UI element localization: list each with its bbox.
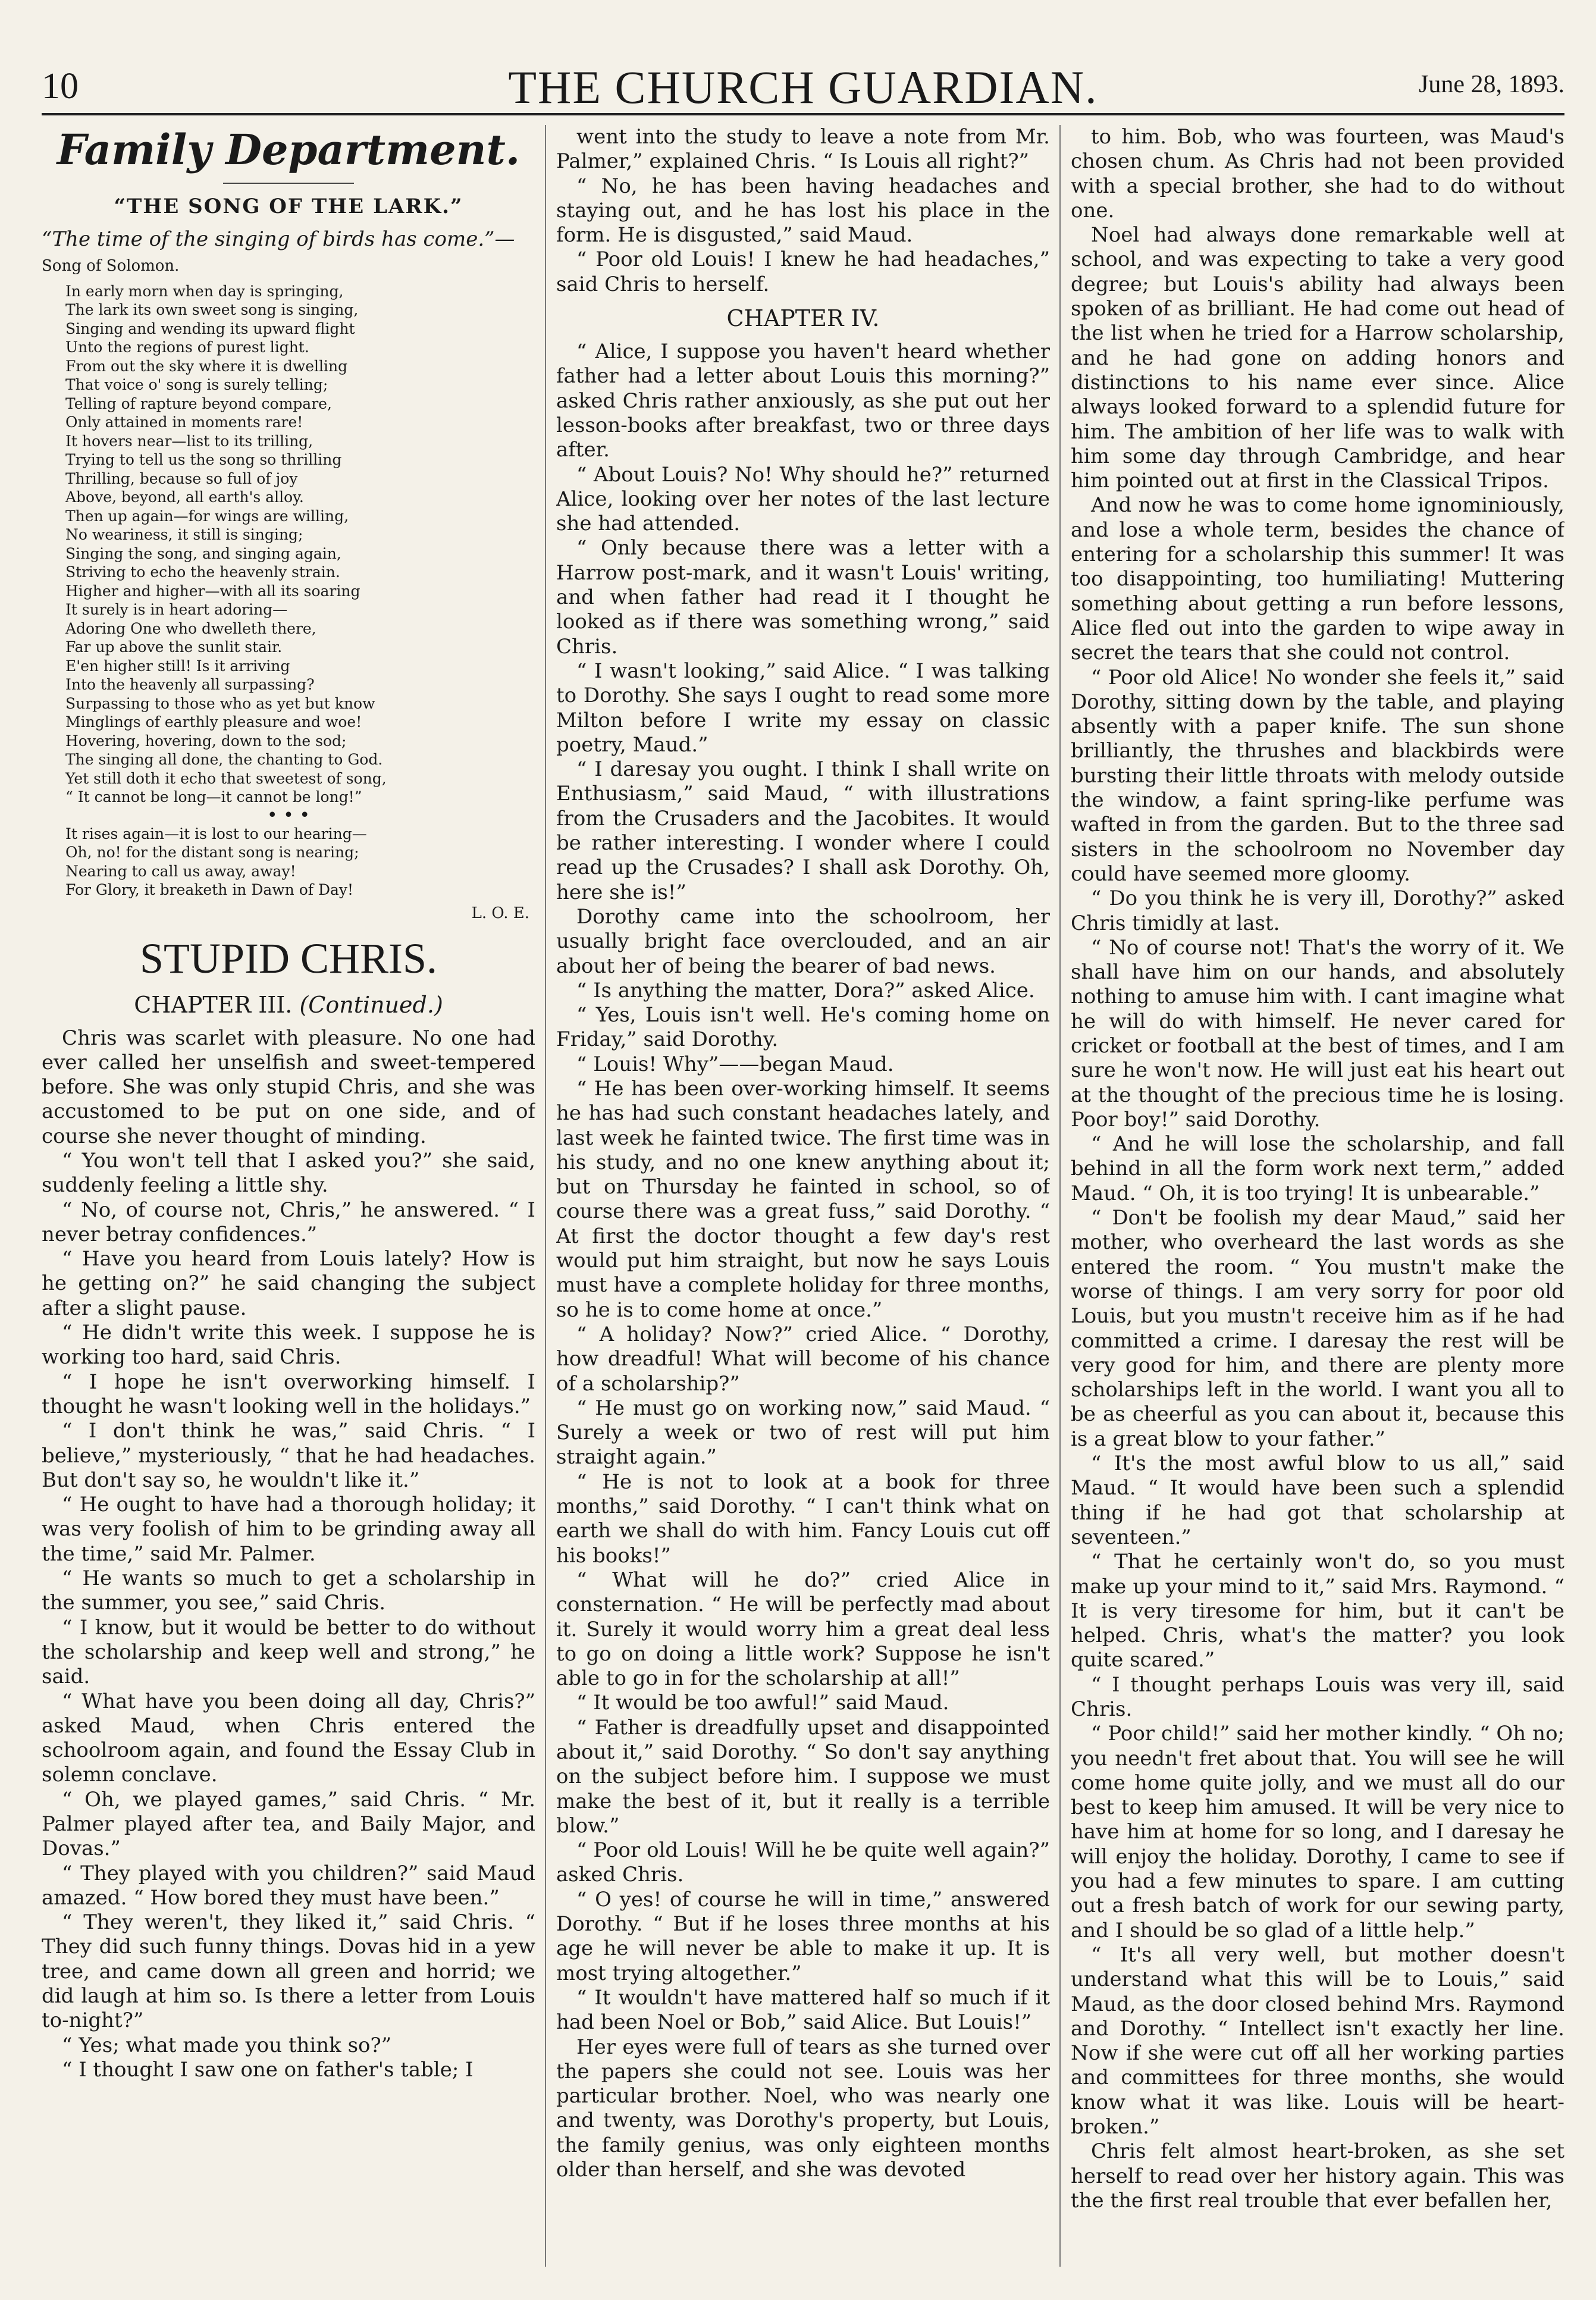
paragraph: “ O yes! of course he will in time,” answered Dorothy. “ But if he loses three months at his age he will never be able to make it up. It is most trying altogether.” [556,1887,1050,1985]
paragraph: “ Poor child!” said her mother kindly. “ Oh no; you needn't fret about that. You will see he will come home quite jolly, and we must all do our best to keep him amused. It will be very nice to have him at home for so long, and I daresay he will enjoy the holiday. Dorothy, I came to see if you had a few minutes to spare. I am cutting out a fresh batch of work for our sewing party, and I should be so glad of a little help.” [1071,1722,1564,1942]
paragraph: “ It's all very well, but mother doesn't understand what this will be to Louis,” said Maud, as the door closed behind Mrs. Raymond and Dorothy. “ Intellect isn't exactly her line. Now if she were cut off all her working parties and committees for three months, she would know what it was like. Louis will be heart-broken.” [1071,1942,1564,2139]
poem-signature: L. O. E. [471,904,529,922]
paragraph: Dorothy came into the schoolroom, her usually bright face overclouded, and an air about her of being the bearer of bad news. [556,904,1050,978]
paragraph: “ Yes; what made you think so?” [62,2033,392,2057]
epigraph-source: Song of Solomon. [42,256,180,275]
paragraph: “ He wants so much to get a scholarship in the summer, you see,” said Chris. [42,1566,535,1615]
poem-title: “THE SONG OF THE LARK.” [114,195,463,218]
poem-line: Only attained in moments rare! [65,413,303,431]
divider [223,183,354,184]
column-3 [1071,125,1564,2267]
paragraph: “ Poor old Louis! Will he be quite well again?” asked Chris. [556,1838,1050,1887]
column-1 [42,125,535,2267]
paragraph: “ I daresay you ought. I think I shall write on Enthusiasm,” said Maud, “ with illustrations from the Crusaders and the Jacobites. It would be rather interesting. I wonder where I could read up the Crusades? I shall ask Dorothy. Oh, here she is!” [556,757,1050,904]
paragraph: “ I know, but it would be better to do without the scholarship and keep well and strong,” he said. [42,1615,535,1689]
paragraph: went into the study to leave a note from Mr. Palmer,” explained Chris. “ Is Louis all right?” [556,125,1050,174]
paragraph: “ He didn't write this week. I suppose he is working too hard, said Chris. [42,1321,535,1370]
poem-line: Hovering, hovering, down to the sod; [65,732,347,750]
paragraph: “ Have you heard from Louis lately? How is he getting on?” he said changing the subject after a slight pause. [42,1247,535,1320]
article-body [556,340,1050,2182]
column-2 [556,125,1050,2267]
poem-line: Into the heavenly all surpassing? [65,676,315,693]
paragraph: “ I thought perhaps Louis was very ill, said Chris. [1071,1672,1564,1721]
story-title: STUPID CHRIS. [139,934,438,982]
poem-line: Adoring One who dwelleth there, [65,619,316,637]
paragraph: “ He must go on working now,” said Maud. “ Surely a week or two of rest will put him straight again.” [556,1396,1050,1469]
poem-line: The singing all done, the chanting to God. [65,751,383,768]
poem-line: Trying to tell us the song so thrilling [65,451,342,468]
paragraph: “ A holiday? Now?” cried Alice. “ Dorothy, how dreadful! What will become of his chance of a scholarship?” [556,1322,1050,1396]
chapter-continued: (Continued.) [299,991,443,1018]
paragraph: “ Alice, I suppose you haven't heard whether father had a letter about Louis this morning?” asked Chris rather anxiously, as she put out her lesson-books after breakfast, two or three days after. [556,340,1050,462]
poem-line: Thrilling, because so full of joy [65,469,298,487]
poem-stanza [42,825,535,900]
paragraph: “ Is anything the matter, Dora?” asked Alice. [576,978,1035,1002]
paragraph: “ Only because there was a letter with a Harrow post-mark, and it wasn't Louis' writing, and when father had read it I thought he looked as if there was something wrong,” said Chris. [556,536,1050,659]
poem-epigraph: “The time of the singing of birds has come.”— [42,227,515,251]
paragraph: “ Do you think he is very ill, Dorothy?” asked Chris timidly at last. [1071,886,1564,935]
masthead [42,24,1564,115]
article-body [1071,125,1564,2213]
paragraph: “ Oh, we played games,” said Chris. “ Mr. Palmer played after tea, and Baily Major, and Dovas.” [42,1787,535,1861]
paragraph: “ What will he do?” cried Alice in consternation. “ He will be perfectly mad about it. Surely it would worry him a great deal less to go on doing a little work? Suppose he isn't able to go in for the scholarship at all!” [556,1568,1050,1691]
poem-line: Striving to echo the heavenly strain. [65,563,340,581]
paragraph: Her eyes were full of tears as she turned over the papers she could not see. Louis was her particular brother. Noel, who was nearly one and twenty, was Dorothy's property, but Louis, the family genius, was only eighteen months older than herself, and she was devoted [556,2035,1050,2182]
poem-line: No weariness, it still is singing; [65,526,303,543]
paragraph: “ Yes, Louis isn't well. He's coming home on Friday,” said Dorothy. [556,1003,1050,1052]
paragraph: “ They played with you children?” said Maud amazed. “ How bored they must have been.” [42,1861,535,1910]
column-divider [545,125,546,2267]
poem-line: Singing the song, and singing again, [65,544,341,562]
paragraph: “ That he certainly won't do, so you must make up your mind to it,” said Mrs. Raymond. “ It is very tiresome for him, but it can't be helped. Chris, what's the matter? you look quite scared.” [1071,1550,1564,1672]
paragraph: “ They weren't, they liked it,” said Chris. “ They did such funny things. Dovas hid in a yew tree, and came down all green and horrid; we did laugh at him so. Is there a letter from Louis to-night?” [42,1910,535,2033]
paragraph: “ Poor old Alice! No wonder she feels it,” said Dorothy, sitting down by the table, and playing absently with a paper knife. The sun shone brilliantly, the thrushes and blackbirds were bursting their little throats with melody outside the window, a faint spring-like perfume was wafted in from the garden. But to the three sad sisters in the schoolroom no November day could have seemed more gloomy. [1071,665,1564,886]
poem-line: Above, beyond, all earth's alloy. [65,488,304,506]
poem-line: Singing and wending its upward flight [65,319,355,337]
paragraph: “ I don't think he was,” said Chris. “ I believe,” mysteriously, “ that he had headaches. But don't say so, he wouldn't like it.” [42,1419,535,1492]
poem-line: Higher and higher—with all its soaring [65,582,360,600]
stanza-break: • • • [266,804,311,826]
paragraph: “ And he will lose the scholarship, and fall behind in all the form work next term,” added Maud. “ Oh, it is too trying! It is unbearable.” [1071,1132,1564,1205]
poem-line: Unto the regions of purest light. [65,339,309,356]
paragraph: “ About Louis? No! Why should he?” returned Alice, looking over her notes of the last lecture she had attended. [556,462,1050,536]
paragraph: “ No of course not! That's the worry of it. We shall have him on our hands, and absolutely nothing to amuse him with. I cant imagine what he will do with himself. He never cared for cricket or football at the best of times, and I am sure he won't now. He will just eat his heart out at the thought of the precious time he is losing. Poor boy!” said Dorothy. [1071,935,1564,1132]
chapter-heading: CHAPTER IV. [726,305,880,332]
paragraph: Noel had always done remarkable well at school, and was expecting to take a very good degree; but Louis's ability had always been spoken of as brilliant. He had come out head of the list when he tried for a Harrow scholarship, and he had gone on adding honors and distinctions to his name ever since. Alice always looked forward to a splendid future for him. The ambition of her life was to walk with him some day through Cambridge, and hear him pointed out at first in the Classical Tripos. [1071,223,1564,493]
paragraph: “ It would be too awful!” said Maud. [576,1691,949,1715]
poem-line: From out the sky where it is dwelling [65,357,348,375]
paragraph: “ I wasn't looking,” said Alice. “ I was talking to Dorothy. She says I ought to read some more Milton before I write my essay on classic poetry, Maud.” [556,659,1050,757]
poem-line: Then up again—for wings are willing, [65,507,349,525]
paragraph: “ I thought I saw one on father's table; I [62,2057,474,2082]
paragraph: “ He has been over-working himself. It seems he has had such constant headaches lately, and last week he fainted twice. The first time was in his study, and no one knew anything about it; but on Thursday he fainted in school, so of course there was a great fuss,” said Dorothy. “ At first the doctor thought a few day's rest would put him straight, but now he says Louis must have a complete holiday for three months, so he is to come home at once.” [556,1076,1050,1322]
page-number: 10 [42,66,79,106]
paragraph: “ It's the most awful blow to us all,” said Maud. “ It would have been such a splendid thing if he had got that scholarship at seventeen.” [1071,1452,1564,1549]
poem-line: Telling of rapture beyond compare, [65,394,332,412]
poem-line: Yet still doth it echo that sweetest of song, [65,769,387,787]
paragraph: “ You won't tell that I asked you?” she said, suddenly feeling a little shy. [42,1148,535,1198]
poem-line: Nearing to call us away, away! [65,862,296,880]
paragraph: “ No, of course not, Chris,” he answered. “ I never betray confidences.” [42,1198,535,1246]
poem-line: E'en higher still! Is it arriving [65,657,290,675]
paragraph: “ Louis! Why”——began Maud. [576,1052,894,1076]
article-body [42,1026,535,2083]
newspaper-title: THE CHURCH GUARDIAN. [508,61,1098,113]
poem-line: Surpassing to those who as yet but know [65,694,375,712]
paragraph: “ Don't be foolish my dear Maud,” said her mother, who overheard the last words as she entered the room. “ You mustn't make the worse of things. I am very sorry for poor old Louis, but you mustn't receive him as if he had committed a crime. I daresay the rest will be very good for him, and there are plenty more scholarships left in the world. I want you all to be as cheerful as you can about it, because this is a great blow to your father.” [1071,1206,1564,1451]
paragraph: “ He ought to have had a thorough holiday; it was very foolish of him to be grinding away all the time,” said Mr. Palmer. [42,1493,535,1566]
paragraph: “ Father is dreadfully upset and disappointed about it,” said Dorothy. “ So don't say anything on the subject before him. I suppose we must make the best of it, but it really is a terrible blow.” [556,1715,1050,1838]
paragraph: “ I hope he isn't overworking himself. I thought he wasn't looking well in the holidays.” [42,1370,535,1418]
poem-line: It rises again—it is lost to our hearing— [65,825,367,842]
article-body [556,125,1050,297]
paragraph: to him. Bob, who was fourteen, was Maud's chosen chum. As Chris had not been provided with a special brother, she had to do without one. [1071,125,1564,223]
paragraph: And now he was to come home ignominiously, and lose a whole term, besides the chance of entering for a scholarship this summer! It was too disappointing, too humiliating! Muttering something about getting a run before lessons, Alice fled out into the garden to wipe away in secret the tears that she could not control. [1071,493,1564,665]
newspaper-page [42,24,1564,2279]
column-divider [1059,125,1061,2267]
paragraph: “ It wouldn't have mattered half so much if it had been Noel or Bob,” said Alice. But Louis!” [556,1985,1050,2035]
paragraph: “ No, he has been having headaches and staying out, and he has lost his place in the form. He is disgusted,” said Maud. [556,174,1050,247]
poem-line: It surely is in heart adoring— [65,601,288,618]
paragraph: “ He is not to look at a book for three months,” said Dorothy. “ I can't think what on earth we shall do with him. Fancy Louis cut off his books!” [556,1469,1050,1568]
poem-line: It hovers near—list to its trilling, [65,432,313,450]
poem-line: Oh, no! for the distant song is nearing; [65,844,359,861]
paragraph: Chris felt almost heart-broken, as she set herself to read over her history again. This was the the first real trouble that ever befallen her, [1071,2139,1564,2213]
chapter-number: CHAPTER III. [134,991,293,1018]
paragraph: “ What have you been doing all day, Chris?” asked Maud, when Chris entered the schoolroom again, and found the Essay Club in solemn conclave. [42,1689,535,1787]
paragraph: “ Poor old Louis! I knew he had headaches,” said Chris to herself. [556,247,1050,296]
paragraph: Chris was scarlet with pleasure. No one had ever called her unselfish and sweet-tempered before. She was only stupid Chris, and she was accustomed to be put on one side, and of course she never thought of minding. [42,1026,535,1148]
issue-date: June 28, 1893. [1419,71,1564,98]
poem-line: In early morn when day is springing, [65,282,344,300]
article-columns [42,125,1564,2273]
poem-line: “ It cannot be long—it cannot be long!” [65,788,362,806]
chapter-heading [42,992,535,1018]
poem-stanza [42,282,535,807]
department-heading: Family Department. [57,125,520,174]
poem-line: Minglings of earthly pleasure and woe! [65,713,362,731]
poem-line: For Glory, it breaketh in Dawn of Day! [65,881,354,898]
poem-line: That voice o' song is surely telling; [65,376,328,393]
poem-line: Far up above the sunlit stair. [65,638,283,656]
poem-line: The lark its own sweet song is singing, [65,301,359,318]
